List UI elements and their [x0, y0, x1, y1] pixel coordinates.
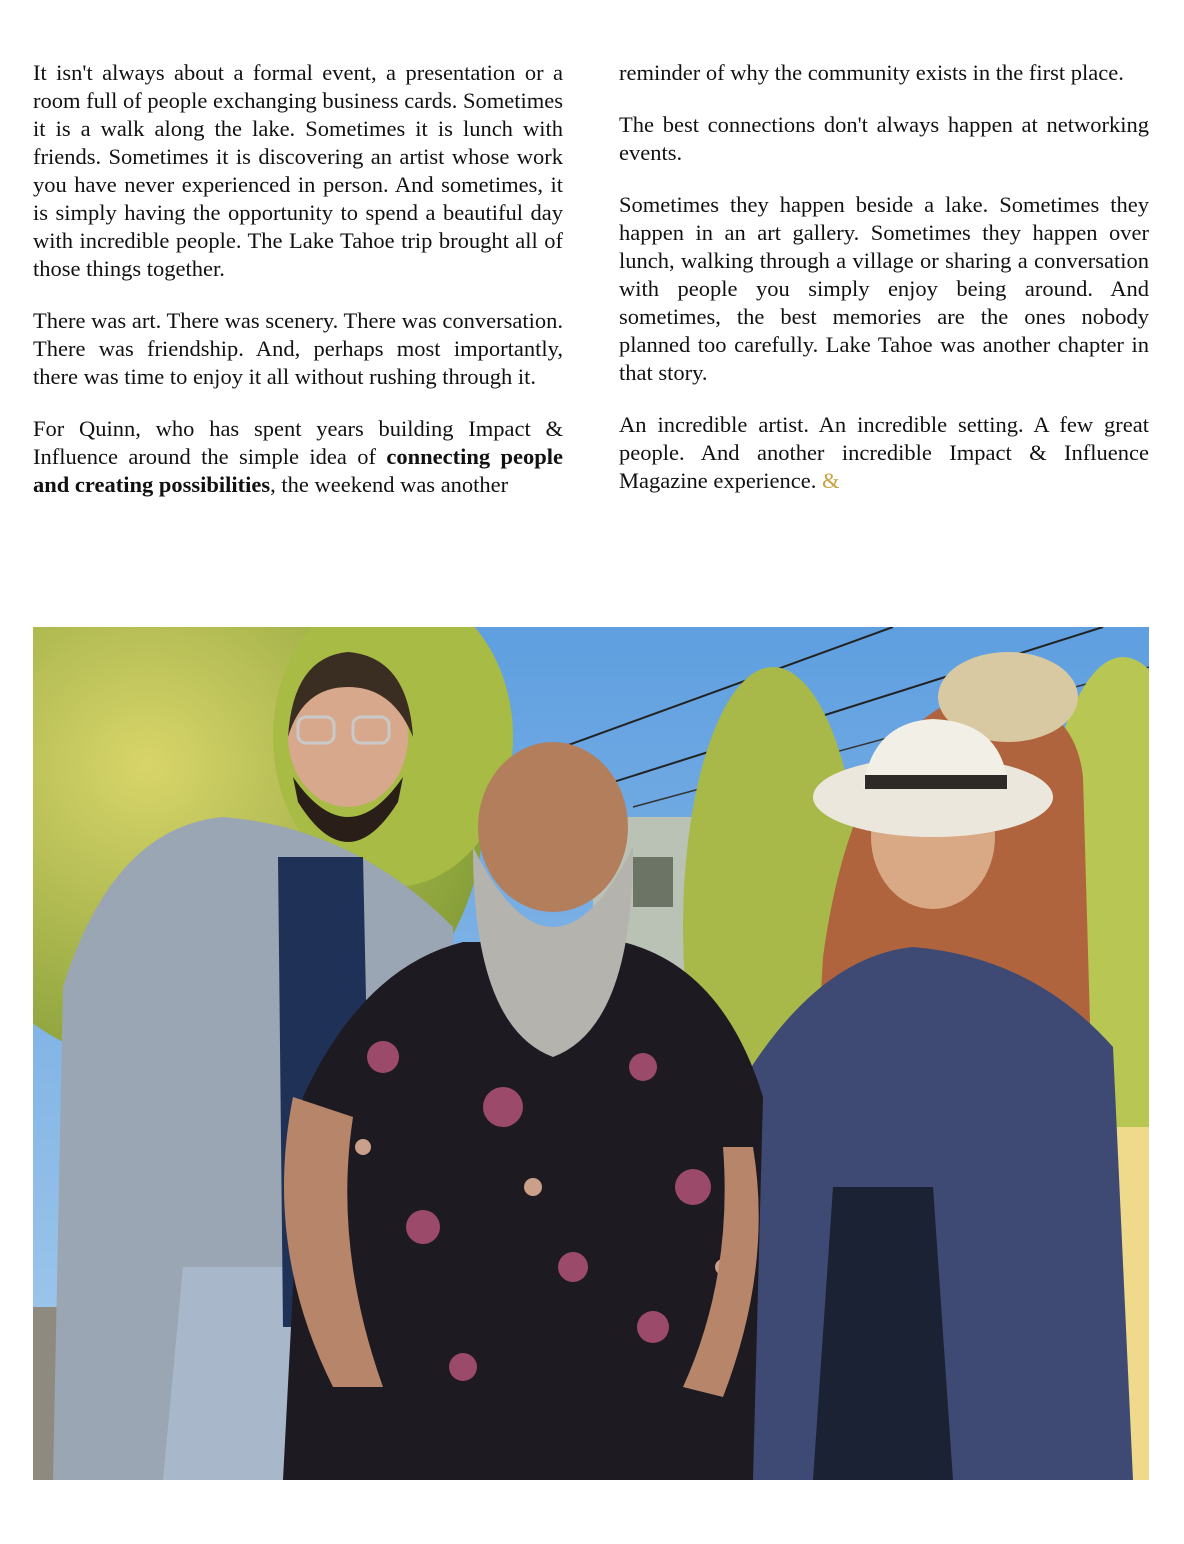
paragraph: The best connections don't always happen at networking events. [619, 112, 1149, 165]
paragraph: Sometimes they happen beside a lake. Sometimes they happen in an art gallery. Sometimes they happen over lunch, walking through a village or sharing a conversation with people you simply enjoy being around. And sometimes, the best memories are the ones nobody planned too carefully. Lake Tahoe was another chapter in that story. [619, 192, 1149, 385]
paragraph: It isn't always about a formal event, a presentation or a room full of people exchanging business cards. Sometimes it is a walk along the lake. Sometimes it is lunch with friends. Sometimes it is discovering an artist whose work you have never experienced in person. And sometimes, it is simply having the opportunity to spend a beautiful day with incredible people. The Lake Tahoe trip brought all of those things together. [33, 60, 563, 281]
end-mark-icon: & [822, 468, 840, 493]
article-column-right [619, 59, 1149, 495]
paragraph [619, 411, 1149, 495]
paragraph-text: For Quinn, who has spent years building Impact & Influence around the simple idea of [33, 416, 563, 469]
paragraph: reminder of why the community exists in the first place. [619, 60, 1124, 85]
paragraph-text: , the weekend was another [270, 472, 509, 497]
article-column-left [33, 59, 563, 499]
paragraph: There was art. There was scenery. There was conversation. There was friendship. And, perhaps most importantly, there was time to enjoy it all without rushing through it. [33, 308, 563, 389]
group-photo-illustration [33, 627, 1149, 1480]
emphasis-text: connecting people and creating possibilities [33, 444, 563, 497]
group-photo [33, 627, 1149, 1480]
paragraph-text: An incredible artist. An incredible setting. A few great people. And another incredible Impact & Influence Magazine experience. [619, 412, 1149, 493]
paragraph [33, 415, 563, 499]
